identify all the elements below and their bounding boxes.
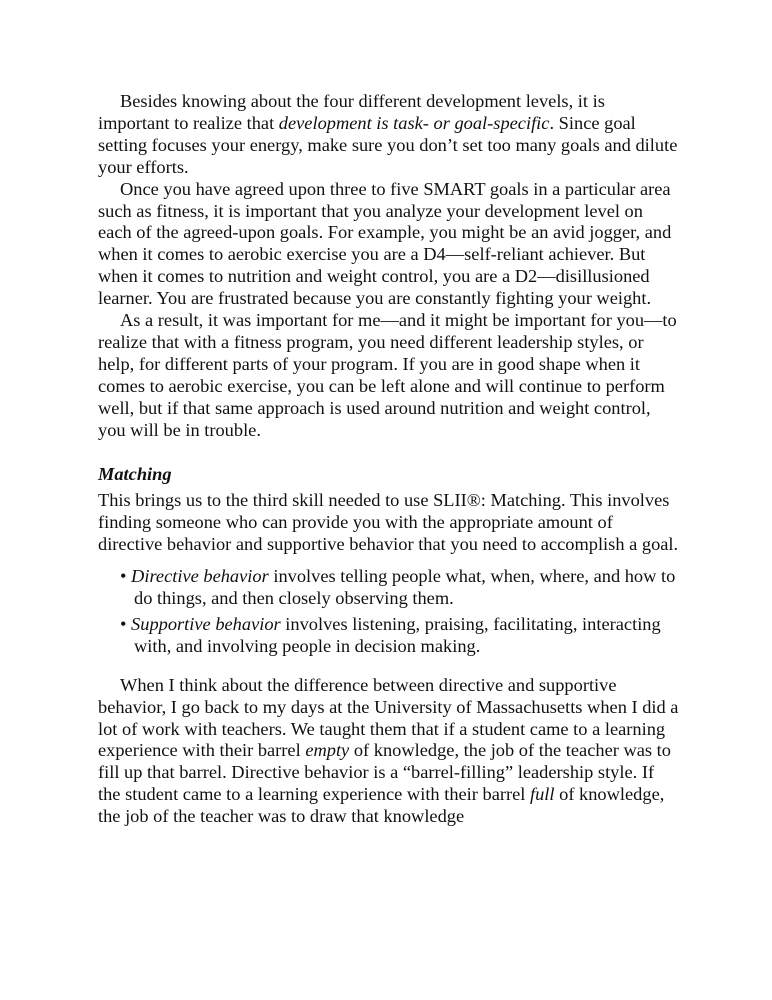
section-heading-matching: Matching <box>98 463 172 484</box>
closing-text-b: of knowledge, the job of the teacher was to fill up that barrel. Directive behavior is a “barrel-filling” leadership style. If the student came to a learning experience with their barrel <box>98 740 671 805</box>
bullet-text: involves telling people what, when, where, and how to do things, and then closely observing them. <box>134 566 676 609</box>
paragraph-3: As a result, it was important for me—and it might be important for you—to realize that with a fitness program, you need different leadership styles, or help, for different parts of your program. If you are in good shape when it comes to aerobic exercise, you can be left alone and will continue to perform well, but if that same approach is used around nutrition and weight control, you will be in trouble. <box>98 310 677 440</box>
closing-emphasis-full: full <box>530 784 555 805</box>
closing-emphasis-empty: empty <box>305 740 350 761</box>
paragraph-1 <box>98 91 680 179</box>
bullet-text: involves listening, praising, facilitating, interacting with, and involving people in decision making. <box>134 613 661 656</box>
book-page <box>98 91 680 828</box>
closing-text-c: of knowledge, the job of the teacher was to draw that knowledge <box>98 784 665 827</box>
bullet-directive-behavior <box>120 566 680 610</box>
bullet-marker: • <box>120 613 132 634</box>
closing-text-a: When I think about the difference between directive and supportive behavior, I go back to my days at the University of Massachusetts when I did a lot of work with teachers. We taught them that if a student came to a learning experience with their barrel <box>98 674 679 761</box>
bullet-term: Directive behavior <box>131 566 269 587</box>
paragraph-1-emphasis: development is task- or goal-specific <box>278 112 550 133</box>
bullet-term: Supportive behavior <box>131 613 281 634</box>
section-intro: This brings us to the third skill needed to use SLII®: Matching. This involves finding someone who can provide you with the appropriate amount of directive behavior and supportive behavior that you need to accomplish a goal. <box>98 490 679 555</box>
paragraph-1-text-a: Besides knowing about the four different development levels, it is important to realize that <box>98 91 605 133</box>
bullet-supportive-behavior <box>120 614 680 658</box>
paragraph-2: Once you have agreed upon three to five SMART goals in a particular area such as fitness, it is important that you analyze your development level on each of the agreed-upon goals. For example, you might be an avid jogger, and when it comes to aerobic exercise you are a D4—self-reliant achiever. But when it comes to nutrition and weight control, you are a D2—disillusioned learner. You are frustrated because you are constantly fighting your weight. <box>98 178 672 309</box>
paragraph-1-text-b: . Since goal setting focuses your energy, make sure you don’t set too many goals and dilute your efforts. <box>98 112 678 177</box>
bullet-list <box>98 566 680 658</box>
closing-paragraph <box>98 675 680 828</box>
bullet-marker: • <box>120 566 132 587</box>
